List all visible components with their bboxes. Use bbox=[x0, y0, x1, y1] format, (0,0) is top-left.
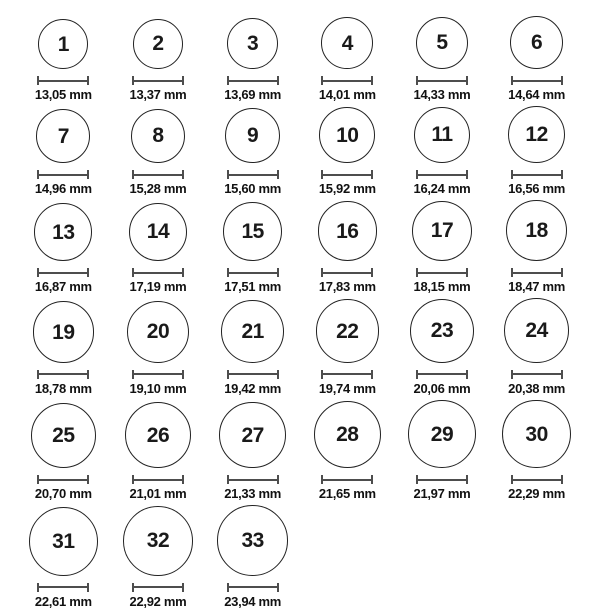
measure-bar bbox=[321, 479, 373, 481]
diameter-label: 13,37 mm bbox=[129, 87, 187, 103]
ring-size-number: 16 bbox=[336, 219, 359, 243]
ring-circle bbox=[29, 507, 98, 576]
ring-size-row bbox=[16, 400, 584, 502]
ring-size-row bbox=[16, 16, 584, 102]
ring-size-cell bbox=[300, 17, 395, 102]
measure-tick-right bbox=[182, 76, 184, 85]
measure-bar bbox=[37, 272, 89, 274]
ring-size-number: 5 bbox=[436, 31, 448, 55]
ring-size-number: 14 bbox=[146, 220, 170, 244]
diameter-measure-line bbox=[511, 76, 563, 85]
diameter-label: 21,01 mm bbox=[129, 486, 187, 502]
measure-tick-right bbox=[182, 370, 184, 379]
measure-tick-right bbox=[277, 370, 279, 379]
diameter-measure-line bbox=[37, 268, 89, 277]
ring-size-cell bbox=[489, 106, 584, 196]
diameter-label: 15,92 mm bbox=[318, 181, 376, 197]
measure-bar bbox=[227, 586, 279, 588]
ring-circle bbox=[508, 106, 565, 163]
measure-tick-right bbox=[561, 268, 563, 277]
diameter-measure-line bbox=[321, 170, 373, 179]
measure-bar bbox=[321, 272, 373, 274]
ring-size-number: 29 bbox=[430, 422, 454, 446]
diameter-measure-line bbox=[321, 475, 373, 484]
ring-size-cell bbox=[395, 107, 490, 196]
ring-size-number: 17 bbox=[430, 219, 454, 243]
measure-tick-right bbox=[87, 76, 89, 85]
ring-circle bbox=[127, 301, 189, 363]
ring-size-number: 33 bbox=[241, 529, 264, 553]
ring-size-cell bbox=[300, 201, 395, 294]
ring-circle bbox=[131, 109, 186, 164]
ring-circle bbox=[36, 109, 90, 163]
measure-bar bbox=[416, 174, 468, 176]
diameter-measure-line bbox=[227, 475, 279, 484]
ring-size-row bbox=[16, 106, 584, 196]
diameter-measure-line bbox=[227, 370, 279, 379]
ring-size-number: 23 bbox=[430, 319, 454, 343]
measure-tick-right bbox=[182, 475, 184, 484]
ring-size-cell bbox=[205, 202, 300, 294]
diameter-label: 20,70 mm bbox=[34, 486, 92, 502]
ring-size-cell bbox=[16, 301, 111, 396]
measure-tick-right bbox=[87, 475, 89, 484]
ring-size-cell bbox=[16, 19, 111, 102]
measure-tick-right bbox=[561, 370, 563, 379]
diameter-label: 17,19 mm bbox=[129, 279, 187, 295]
diameter-measure-line bbox=[416, 76, 468, 85]
ring-size-number: 19 bbox=[52, 320, 75, 344]
measure-bar bbox=[321, 373, 373, 375]
diameter-label: 22,61 mm bbox=[34, 593, 92, 609]
diameter-label: 15,60 mm bbox=[224, 181, 282, 197]
ring-circle bbox=[225, 108, 280, 163]
measure-bar bbox=[37, 80, 89, 82]
measure-bar bbox=[132, 272, 184, 274]
ring-size-cell bbox=[300, 401, 395, 501]
measure-tick-right bbox=[87, 268, 89, 277]
diameter-label: 19,42 mm bbox=[224, 380, 282, 396]
ring-size-cell bbox=[205, 108, 300, 196]
ring-circle bbox=[129, 203, 187, 261]
ring-size-cell bbox=[395, 17, 490, 103]
ring-size-number: 11 bbox=[431, 123, 453, 147]
diameter-label: 17,83 mm bbox=[318, 279, 376, 295]
ring-size-number: 2 bbox=[152, 32, 164, 56]
diameter-label: 16,87 mm bbox=[34, 279, 92, 295]
measure-tick-right bbox=[561, 76, 563, 85]
measure-bar bbox=[511, 373, 563, 375]
measure-bar bbox=[321, 80, 373, 82]
diameter-measure-line bbox=[37, 583, 89, 592]
diameter-measure-line bbox=[321, 76, 373, 85]
ring-size-number: 8 bbox=[152, 124, 164, 148]
measure-bar bbox=[227, 373, 279, 375]
measure-bar bbox=[416, 80, 468, 82]
measure-bar bbox=[416, 272, 468, 274]
diameter-measure-line bbox=[511, 170, 563, 179]
diameter-measure-line bbox=[511, 475, 563, 484]
ring-size-cell bbox=[395, 201, 490, 294]
ring-circle bbox=[504, 298, 569, 363]
measure-bar bbox=[416, 479, 468, 481]
ring-circle bbox=[133, 19, 184, 70]
measure-bar bbox=[511, 174, 563, 176]
ring-size-cell bbox=[489, 200, 584, 294]
ring-size-cell bbox=[300, 107, 395, 196]
ring-size-cell bbox=[111, 402, 206, 501]
measure-tick-right bbox=[466, 76, 468, 85]
ring-size-cell bbox=[205, 505, 300, 609]
measure-tick-right bbox=[87, 583, 89, 592]
measure-bar bbox=[37, 373, 89, 375]
ring-circle bbox=[34, 203, 92, 261]
ring-circle bbox=[321, 17, 373, 69]
ring-circle bbox=[319, 107, 375, 163]
ring-size-number: 12 bbox=[525, 123, 548, 147]
ring-size-cell bbox=[300, 299, 395, 395]
ring-size-number: 3 bbox=[247, 32, 259, 56]
ring-size-number: 25 bbox=[52, 424, 75, 448]
ring-size-cell bbox=[16, 507, 111, 609]
measure-bar bbox=[37, 586, 89, 588]
measure-tick-right bbox=[561, 475, 563, 484]
ring-size-cell bbox=[395, 400, 490, 501]
diameter-measure-line bbox=[321, 268, 373, 277]
ring-size-cell bbox=[111, 506, 206, 609]
measure-tick-right bbox=[87, 370, 89, 379]
measure-tick-right bbox=[277, 76, 279, 85]
measure-tick-right bbox=[371, 475, 373, 484]
ring-size-cell bbox=[16, 203, 111, 294]
measure-bar bbox=[132, 174, 184, 176]
diameter-label: 13,05 mm bbox=[34, 87, 92, 103]
diameter-label: 18,47 mm bbox=[508, 279, 566, 295]
ring-circle bbox=[502, 400, 571, 469]
diameter-measure-line bbox=[416, 170, 468, 179]
ring-circle bbox=[414, 107, 470, 163]
ring-size-cell bbox=[111, 109, 206, 197]
diameter-measure-line bbox=[227, 268, 279, 277]
ring-circle bbox=[125, 402, 191, 468]
ring-size-number: 31 bbox=[52, 529, 75, 553]
ring-circle bbox=[412, 201, 472, 261]
measure-tick-right bbox=[466, 475, 468, 484]
diameter-label: 21,33 mm bbox=[224, 486, 282, 502]
diameter-measure-line bbox=[511, 268, 563, 277]
ring-circle bbox=[31, 403, 96, 468]
measure-bar bbox=[132, 586, 184, 588]
measure-tick-right bbox=[466, 170, 468, 179]
diameter-measure-line bbox=[132, 268, 184, 277]
diameter-label: 16,24 mm bbox=[413, 181, 471, 197]
ring-size-number: 13 bbox=[52, 220, 75, 244]
ring-size-cell bbox=[489, 400, 584, 502]
diameter-measure-line bbox=[321, 370, 373, 379]
ring-size-number: 21 bbox=[241, 319, 264, 343]
ring-size-cell bbox=[205, 18, 300, 102]
measure-tick-right bbox=[277, 170, 279, 179]
measure-tick-right bbox=[371, 268, 373, 277]
ring-circle bbox=[410, 299, 474, 363]
ring-size-number: 15 bbox=[241, 220, 264, 244]
ring-size-cell bbox=[16, 403, 111, 501]
diameter-label: 19,10 mm bbox=[129, 380, 187, 396]
ring-size-number: 22 bbox=[336, 319, 359, 343]
measure-bar bbox=[416, 373, 468, 375]
diameter-measure-line bbox=[132, 170, 184, 179]
measure-tick-right bbox=[87, 170, 89, 179]
measure-bar bbox=[37, 174, 89, 176]
measure-tick-right bbox=[182, 583, 184, 592]
ring-size-number: 28 bbox=[336, 423, 359, 447]
measure-bar bbox=[227, 272, 279, 274]
diameter-label: 14,64 mm bbox=[508, 87, 566, 103]
ring-size-number: 20 bbox=[146, 320, 170, 344]
measure-tick-right bbox=[182, 170, 184, 179]
measure-bar bbox=[511, 272, 563, 274]
diameter-measure-line bbox=[227, 583, 279, 592]
diameter-measure-line bbox=[511, 370, 563, 379]
diameter-label: 14,96 mm bbox=[34, 181, 92, 197]
ring-size-row bbox=[16, 505, 584, 609]
measure-tick-right bbox=[371, 370, 373, 379]
measure-bar bbox=[321, 174, 373, 176]
diameter-measure-line bbox=[37, 170, 89, 179]
measure-bar bbox=[37, 479, 89, 481]
ring-size-number: 4 bbox=[341, 31, 353, 55]
diameter-label: 21,97 mm bbox=[413, 486, 471, 502]
measure-tick-right bbox=[277, 583, 279, 592]
ring-circle bbox=[221, 300, 284, 363]
diameter-measure-line bbox=[227, 76, 279, 85]
ring-size-number: 1 bbox=[57, 32, 69, 56]
diameter-label: 14,33 mm bbox=[413, 87, 471, 103]
diameter-label: 23,94 mm bbox=[224, 593, 282, 609]
ring-size-cell bbox=[205, 402, 300, 502]
ring-size-number: 24 bbox=[525, 318, 548, 342]
measure-bar bbox=[511, 479, 563, 481]
ring-circle bbox=[33, 301, 95, 363]
diameter-measure-line bbox=[416, 370, 468, 379]
diameter-measure-line bbox=[132, 370, 184, 379]
measure-tick-right bbox=[371, 76, 373, 85]
ring-size-cell bbox=[16, 109, 111, 196]
diameter-label: 15,28 mm bbox=[129, 181, 187, 197]
diameter-measure-line bbox=[132, 583, 184, 592]
measure-bar bbox=[132, 80, 184, 82]
ring-size-row bbox=[16, 298, 584, 396]
measure-bar bbox=[227, 479, 279, 481]
ring-size-number: 6 bbox=[531, 31, 543, 55]
diameter-label: 14,01 mm bbox=[318, 87, 376, 103]
ring-circle bbox=[217, 505, 288, 576]
diameter-label: 20,06 mm bbox=[413, 380, 471, 396]
ring-size-cell bbox=[111, 301, 206, 396]
diameter-measure-line bbox=[37, 76, 89, 85]
diameter-label: 22,92 mm bbox=[129, 593, 187, 609]
diameter-measure-line bbox=[37, 475, 89, 484]
diameter-label: 19,74 mm bbox=[318, 380, 376, 396]
ring-circle bbox=[223, 202, 282, 261]
diameter-label: 18,78 mm bbox=[34, 380, 92, 396]
ring-circle bbox=[219, 402, 286, 469]
ring-circle bbox=[408, 400, 476, 468]
measure-tick-right bbox=[466, 268, 468, 277]
measure-tick-right bbox=[277, 475, 279, 484]
ring-circle bbox=[416, 17, 469, 70]
measure-bar bbox=[227, 174, 279, 176]
diameter-measure-line bbox=[416, 268, 468, 277]
ring-circle bbox=[318, 201, 378, 261]
ring-size-number: 9 bbox=[247, 124, 259, 148]
measure-tick-right bbox=[561, 170, 563, 179]
measure-tick-right bbox=[277, 268, 279, 277]
measure-tick-right bbox=[182, 268, 184, 277]
diameter-label: 20,38 mm bbox=[508, 380, 566, 396]
diameter-label: 13,69 mm bbox=[224, 87, 282, 103]
diameter-label: 18,15 mm bbox=[413, 279, 471, 295]
diameter-measure-line bbox=[227, 170, 279, 179]
measure-tick-right bbox=[466, 370, 468, 379]
measure-tick-right bbox=[371, 170, 373, 179]
ring-size-number: 32 bbox=[146, 529, 170, 553]
measure-bar bbox=[132, 479, 184, 481]
diameter-label: 17,51 mm bbox=[224, 279, 282, 295]
ring-size-cell bbox=[111, 203, 206, 294]
diameter-label: 21,65 mm bbox=[318, 486, 376, 502]
ring-size-number: 7 bbox=[57, 124, 69, 148]
diameter-label: 16,56 mm bbox=[508, 181, 566, 197]
measure-bar bbox=[132, 373, 184, 375]
ring-circle bbox=[314, 401, 381, 468]
diameter-measure-line bbox=[132, 475, 184, 484]
ring-size-number: 10 bbox=[336, 123, 359, 147]
ring-size-cell bbox=[489, 16, 584, 102]
ring-size-number: 26 bbox=[146, 423, 170, 447]
ring-size-cell bbox=[205, 300, 300, 396]
ring-size-number: 27 bbox=[241, 423, 264, 447]
ring-size-number: 18 bbox=[525, 219, 548, 243]
ring-size-number: 30 bbox=[525, 422, 548, 446]
diameter-measure-line bbox=[132, 76, 184, 85]
ring-size-row bbox=[16, 200, 584, 294]
ring-circle bbox=[38, 19, 88, 69]
ring-circle bbox=[227, 18, 278, 69]
ring-size-cell bbox=[111, 19, 206, 103]
measure-bar bbox=[227, 80, 279, 82]
measure-bar bbox=[511, 80, 563, 82]
ring-circle bbox=[510, 16, 563, 69]
diameter-label: 22,29 mm bbox=[508, 486, 566, 502]
ring-size-cell bbox=[395, 299, 490, 396]
diameter-measure-line bbox=[416, 475, 468, 484]
ring-size-cell bbox=[489, 298, 584, 396]
ring-circle bbox=[316, 299, 379, 362]
ring-circle bbox=[506, 200, 567, 261]
diameter-measure-line bbox=[37, 370, 89, 379]
ring-circle bbox=[123, 506, 193, 576]
